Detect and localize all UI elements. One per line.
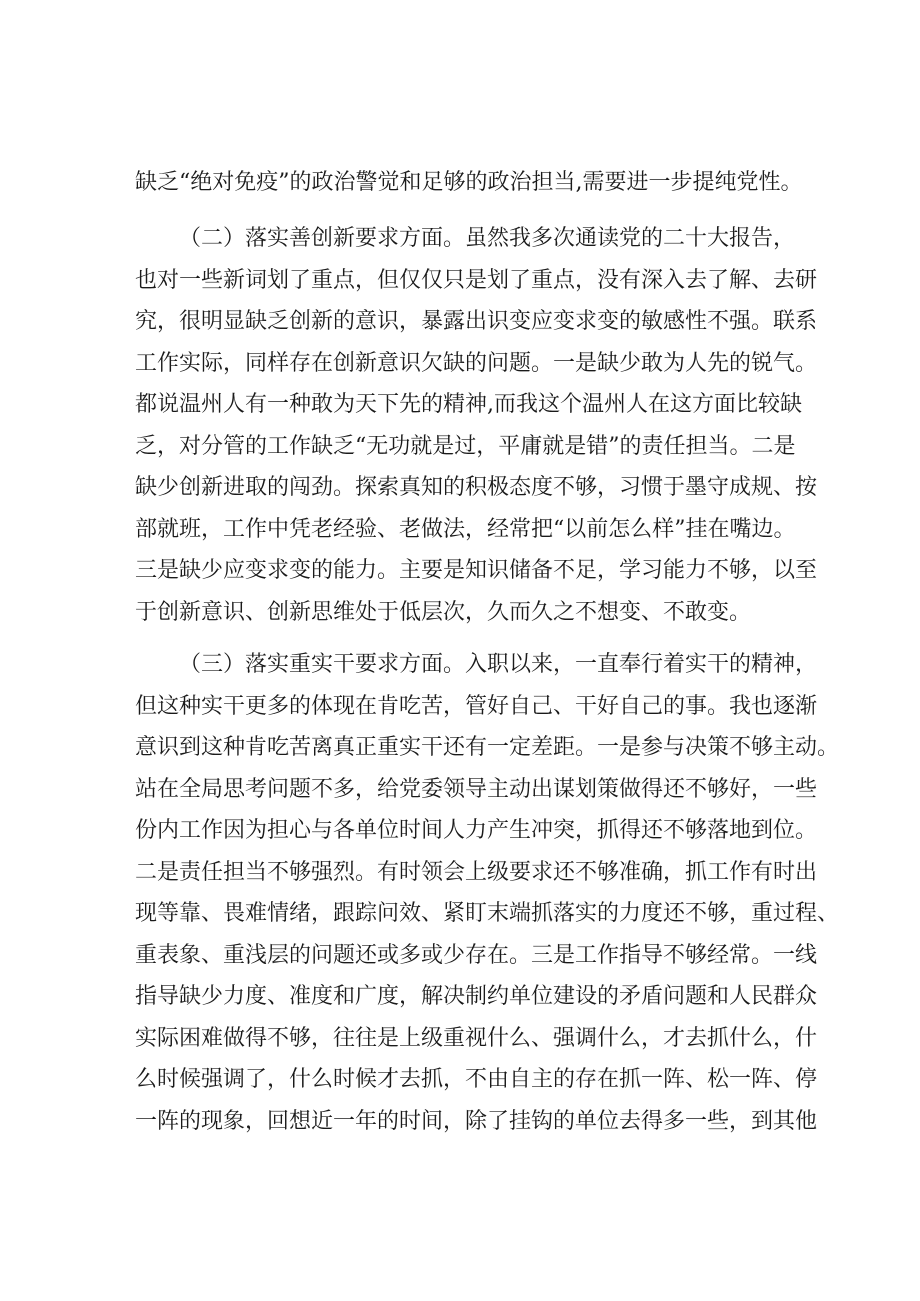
- text-line: 意识到这种肯吃苦离真正重实干还有一定差距。一是参与决策不够主动。: [135, 735, 840, 760]
- text-line: 一阵的现象，回想近一年的时间，除了挂钩的单位去得多一些，到其他: [135, 1108, 818, 1134]
- text-line: 部就班，工作中凭老经验、老做法，经常把“以前怎么样”挂在嘴边。: [135, 516, 796, 542]
- text-line: 重表象、重浅层的问题还或多或少存在。三是工作指导不够经常。一线: [135, 942, 818, 968]
- text-line: 份内工作因为担心与各单位时间人力产生冲突，抓得还不够落地到位。: [135, 818, 818, 843]
- text-line: （三）落实重实干要求方面。入职以来，一直奉行着实干的精神，: [179, 652, 818, 677]
- text-line: 二是责任担当不够强烈。有时领会上级要求还不够准确，抓工作有时出: [135, 859, 818, 885]
- text-line: 缺少创新进取的闯劲。探索真知的积极态度不够，习惯于墨守成规、按: [135, 475, 818, 500]
- paragraph-1-continuation: [135, 162, 803, 204]
- text-line: 实际困难做得不够，往往是上级重视什么、强调什么，才去抓什么，什: [135, 1025, 818, 1051]
- paragraph-3: [135, 644, 840, 1142]
- text-line: 么时候强调了，什么时候才去抓，不由自主的存在抓一阵、松一阵、停: [135, 1067, 818, 1092]
- text-line: 站在全局思考问题不多，给党委领导主动出谋划策做得还不够好，一些: [135, 776, 818, 802]
- text-line: 三是缺少应变求变的能力。主要是知识储备不足，学习能力不够，以至: [135, 558, 818, 583]
- paragraph-2: [135, 218, 818, 633]
- text-line: 现等靠、畏难情绪，跟踪问效、紧盯末端抓落实的力度还不够，重过程、: [135, 901, 840, 926]
- text-line: 究，很明显缺乏创新的意识，暴露出识变应变求变的敏感性不强。联系: [135, 309, 818, 334]
- text-line: 工作实际，同样存在创新意识欠缺的问题。一是缺少敢为人先的锐气。: [135, 350, 818, 376]
- text-line: 于创新意识、创新思维处于低层次，久而久之不想变、不敢变。: [135, 599, 752, 625]
- text-line: （二）落实善创新要求方面。虽然我多次通读党的二十大报告，: [179, 226, 796, 251]
- text-line: 缺乏“绝对免疫”的政治警觉和足够的政治担当,需要进一步提纯党性。: [135, 170, 803, 195]
- text-line: 乏，对分管的工作缺乏“无功就是过，平庸就是错”的责任担当。二是: [135, 433, 796, 459]
- text-line: 但这种实干更多的体现在肯吃苦，管好自己、干好自己的事。我也逐渐: [135, 693, 818, 719]
- text-line: 指导缺少力度、准度和广度，解决制约单位建设的矛盾问题和人民群众: [135, 984, 818, 1009]
- text-line: 都说温州人有一种敢为天下先的精神,而我这个温州人在这方面比较缺: [135, 392, 802, 417]
- text-line: 也对一些新词划了重点，但仅仅只是划了重点，没有深入去了解、去研: [135, 267, 818, 293]
